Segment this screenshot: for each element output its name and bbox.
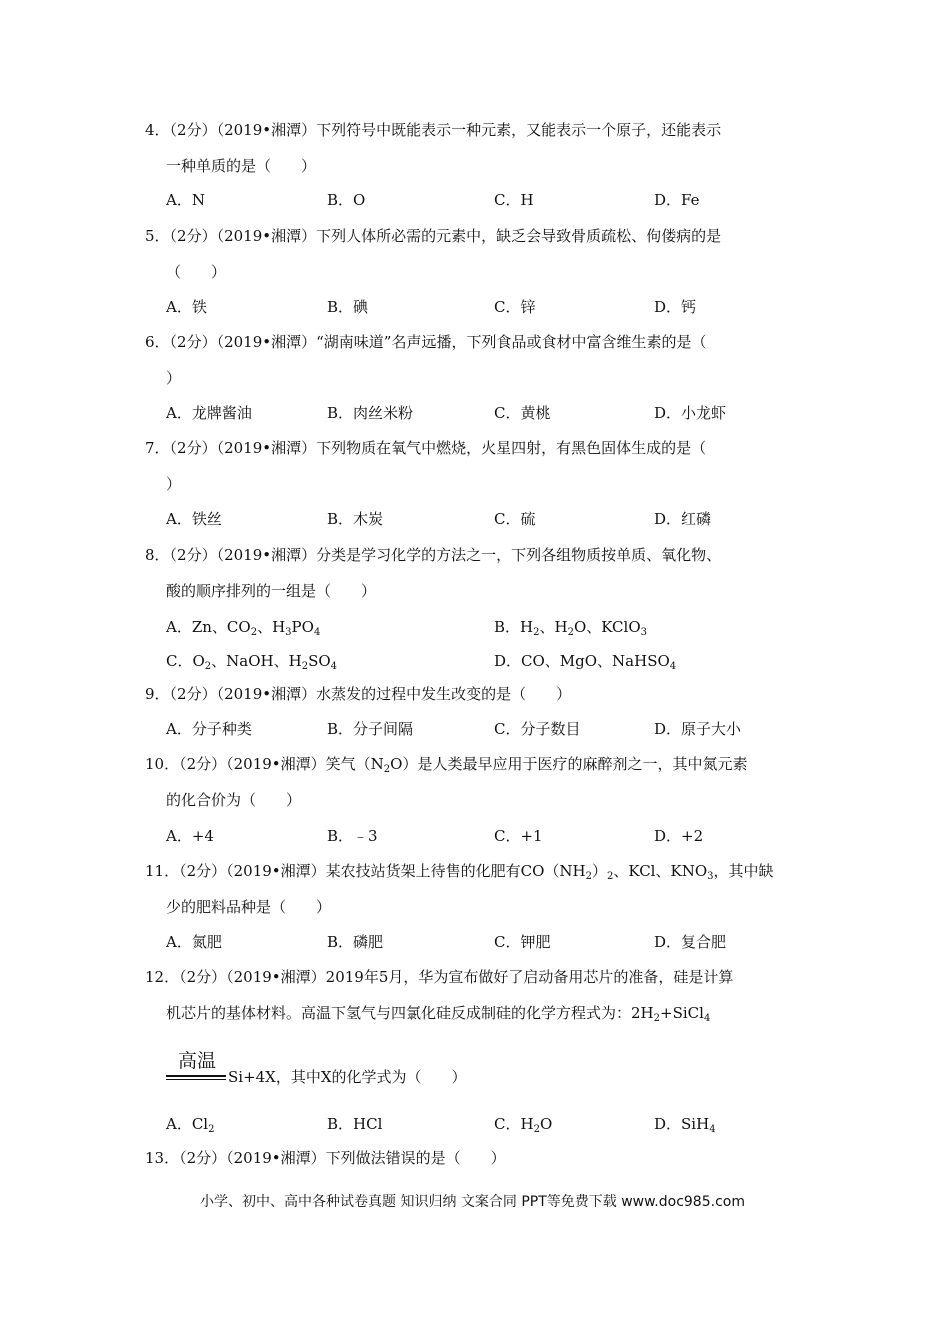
q5-option-c: C．锌 (494, 298, 536, 316)
q4-option-c: C．H (494, 191, 534, 209)
q4-option-a: A．N (166, 191, 205, 209)
q11-option-d: D．复合肥 (654, 933, 727, 951)
q4-stem-cont: 一种单质的是（ ） (166, 157, 317, 175)
q11-option-a: A．氮肥 (166, 933, 222, 951)
q7-stem: 7．（2分）（2019•湘潭）下列物质在氧气中燃烧，火星四射，有黑色固体生成的是（ (145, 439, 707, 457)
q7-option-a: A．铁丝 (166, 510, 222, 528)
q12-option-a: A．$Cl_2$ (166, 1115, 215, 1135)
q6-stem: 6．（2分）（2019•湘潭）“湖南味道”名声远播，下列食品或食材中富含维生素的是（ (145, 333, 707, 351)
q11-stem: 11．（2分）（2019•湘潭）某农技站货架上待售的化肥有$CO(NH_2)_2$、KCl、$KNO_3$，其中缺 (145, 862, 774, 882)
q4-stem: 4．（2分）（2019•湘潭）下列符号中既能表示一种元素，又能表示一个原子，还能表示 (145, 121, 722, 139)
q6-option-c: C．黄桃 (494, 404, 551, 422)
equation-bar-lower (166, 1079, 226, 1080)
q8-option-b: B．$H_2$、$H_2O$、KClO$_3$ (494, 618, 648, 638)
q12-option-c: C．$H_2O$ (494, 1115, 553, 1135)
q8-stem-cont: 酸的顺序排列的一组是（ ） (166, 582, 377, 600)
q7-stem-cont: ） (166, 475, 182, 493)
q9-option-a: A．分子种类 (166, 720, 252, 738)
q13-stem: 13．（2分）（2019•湘潭）下列做法错误的是（ ） (145, 1149, 506, 1167)
q12-stem: 12．（2分）（2019•湘潭）2019年5月，华为宣布做好了启动备用芯片的准备，硅是计算 (145, 968, 734, 986)
q8-option-d: D．CO、MgO、NaHSO$_4$ (494, 652, 677, 672)
q5-option-b: B．碘 (327, 298, 369, 316)
q7-option-c: C．硫 (494, 510, 536, 528)
q5-option-a: A．铁 (166, 298, 207, 316)
q7-option-b: B．木炭 (327, 510, 384, 528)
q11-option-b: B．磷肥 (327, 933, 384, 951)
q10-option-b: B．﹣3 (327, 827, 378, 845)
q5-stem-cont: （ ） (166, 263, 227, 281)
q11-option-c: C．钾肥 (494, 933, 551, 951)
q10-stem: 10．（2分）（2019•湘潭）笑气$(N_2O)$是人类最早应用于医疗的麻醉剂之一，其中氮元素 (145, 755, 748, 775)
condition-label: 高温 (178, 1050, 217, 1072)
q10-option-a: A．+4 (166, 827, 214, 845)
q9-option-c: C．分子数目 (494, 720, 581, 738)
q12-option-b: B．HCl (327, 1115, 383, 1133)
q12-equation-tail: Si+4X，其中X的化学式为（ ） (228, 1068, 467, 1086)
q5-option-d: D．钙 (654, 298, 697, 316)
q4-option-d: D．Fe (654, 191, 700, 209)
equation-bar (166, 1075, 226, 1077)
q11-stem-cont: 少的肥料品种是（ ） (166, 898, 332, 916)
q5-stem: 5．（2分）（2019•湘潭）下列人体所必需的元素中，缺乏会导致骨质疏松、佝偻病的是 (145, 227, 722, 245)
reaction-condition (166, 1050, 226, 1080)
q12-stem-cont: 机芯片的基体材料。高温下氢气与四氯化硅反成制硅的化学方程式为：$2H_2+SiCl_4$ (166, 1004, 711, 1024)
q6-option-b: B．肉丝米粉 (327, 404, 414, 422)
q8-stem: 8．（2分）（2019•湘潭）分类是学习化学的方法之一，下列各组物质按单质、氧化物、 (145, 546, 722, 564)
q6-option-d: D．小龙虾 (654, 404, 727, 422)
q8-option-a: A．Zn、$CO_2$、$H_3PO_4$ (166, 618, 321, 638)
q4-option-b: B．O (327, 191, 366, 209)
q9-option-d: D．原子大小 (654, 720, 742, 738)
q10-option-c: C．+1 (494, 827, 543, 845)
q6-stem-cont: ） (166, 369, 182, 387)
q7-option-d: D．红磷 (654, 510, 712, 528)
q10-option-d: D．+2 (654, 827, 704, 845)
q9-stem: 9．（2分）（2019•湘潭）水蒸发的过程中发生改变的是（ ） (145, 685, 572, 703)
q6-option-a: A．龙牌酱油 (166, 404, 252, 422)
page-footer: 小学、初中、高中各种试卷真题 知识归纳 文案合同 PPT等免费下载 www.doc985.com (200, 1194, 745, 1210)
q8-option-c: C．$O_2$、NaOH、$H_2SO_4$ (166, 652, 338, 672)
q10-stem-cont: 的化合价为（ ） (166, 791, 302, 809)
q9-option-b: B．分子间隔 (327, 720, 414, 738)
q12-option-d: D．SiH$_4$ (654, 1115, 716, 1135)
